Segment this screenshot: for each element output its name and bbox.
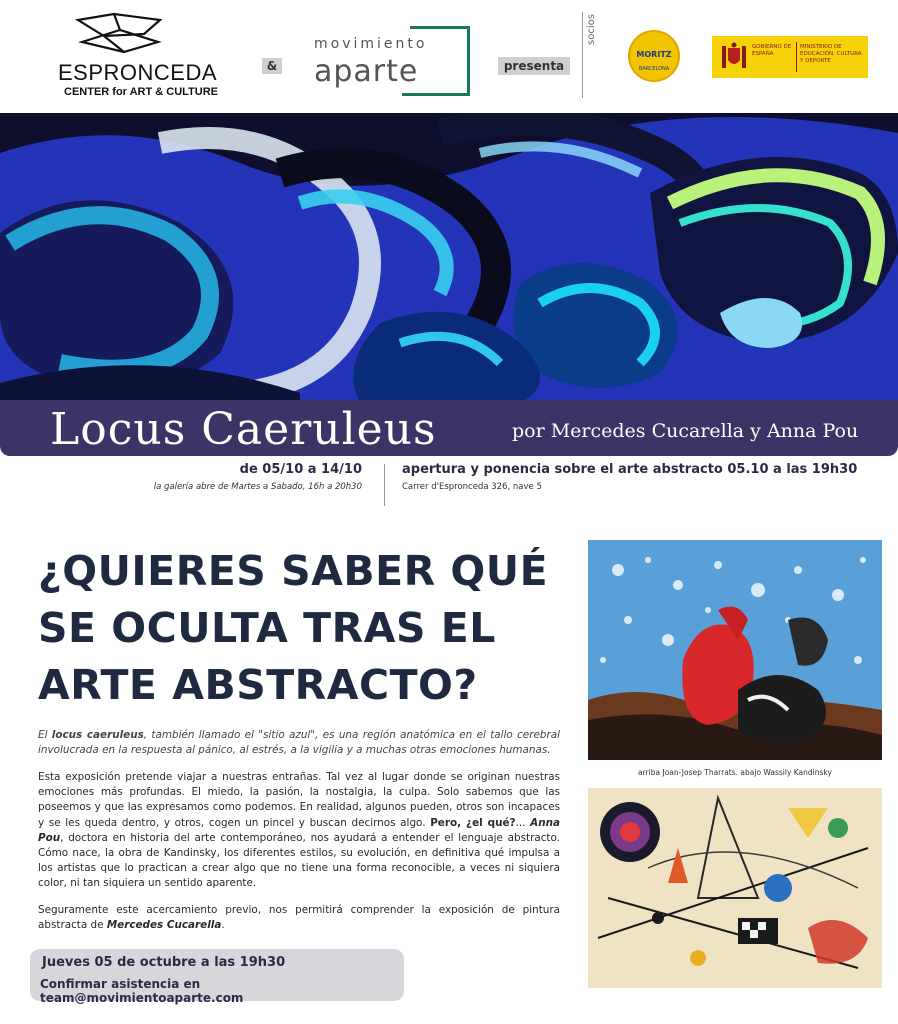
- espronceda-subtitle: CENTER for ART & CULTURE: [64, 86, 218, 98]
- spain-shield-icon: [720, 42, 748, 72]
- logo-line-1: movimiento: [314, 36, 428, 52]
- ministry-logo: [712, 36, 868, 78]
- question-text: Pero, ¿el qué?: [430, 816, 516, 829]
- espronceda-logo-icon: [74, 12, 164, 56]
- banner-artwork: [0, 113, 898, 403]
- logo-line-2: aparte: [314, 54, 419, 89]
- presenta-badge: presenta: [498, 57, 570, 75]
- text-span: , también llamado el "sitio azul", es una región anatómica en el tallo cerebral involucrada en la respuesta al pánico, al estrés, a la vigilia y a muchas otras emociones humanas.: [38, 729, 560, 757]
- gallery-hours: la galería abre de Martes a Sabado, 16h a 20h30: [153, 482, 362, 492]
- divider: [582, 12, 583, 98]
- ministry-label: MINISTERIO DE EDUCACIÓN, CULTURA Y DEPORTE: [800, 44, 862, 64]
- moritz-name: MORITZ: [636, 50, 672, 59]
- opening-info: apertura y ponencia sobre el arte abstracto 05.10 a las 19h30: [402, 462, 858, 477]
- text-span: El: [38, 729, 52, 741]
- text-span: ...: [515, 816, 531, 829]
- text-span: Seguramente este acercamiento previo, nos permitirá comprender la exposición de pintura abstracta de: [38, 904, 560, 932]
- espronceda-logo: [58, 12, 248, 102]
- header: [0, 0, 898, 110]
- abstract-painting: [0, 113, 898, 403]
- opening-block: [402, 462, 862, 492]
- tharrats-painting: [588, 540, 882, 760]
- artist-name: Mercedes Cucarella: [106, 919, 222, 932]
- kandinsky-painting: [588, 788, 882, 988]
- exhibition-title: Locus Caeruleus: [50, 404, 437, 455]
- rsvp-box: [30, 949, 404, 1005]
- ampersand-badge: &: [262, 58, 282, 74]
- dates-block: [140, 462, 362, 492]
- intro-paragraph: [38, 728, 560, 758]
- text-span: , doctora en historia del arte contemporáneo, nos ayudará a entender el lenguaje abstracto. Cómo nace, la obra de Kandinsky, los diferentes estilos, su evolución, en definitiva qué impulsa a los artistas que lo practican a crear algo que no tiene una forma reconocible, a veces ni siquiera color, ni tan siquiera un sentido aparente.: [38, 831, 560, 890]
- moritz-logo-icon: [628, 30, 680, 82]
- gov-label: GOBIERNO DE ESPAÑA: [752, 44, 792, 57]
- rsvp-email: Confirmar asistencia en team@movimientoaparte.com: [40, 977, 244, 1005]
- moritz-city: BARCELONA: [638, 66, 670, 72]
- term-locus: locus caeruleus: [51, 729, 144, 741]
- text-span: Esta exposición pretende viajar a nuestras entrañas. Tal vez al lugar donde se originan nuestras emociones más profundas. El miedo, la pasión, la nostalgia, la culpa. Solo sabemos que las poseemos y que las expresamos como podemos. En realidad, algunos pueden, otros son incapaces y se les queda dentro, y otros, cogen un pincel y buscan decirnos algo.: [38, 771, 560, 829]
- exhibition-authors: por Mercedes Cucarella y Anna Pou: [512, 420, 859, 442]
- movimiento-aparte-logo-icon: [314, 26, 474, 98]
- text-span: .: [221, 919, 225, 932]
- divider: [384, 464, 385, 506]
- body-paragraph: [38, 770, 560, 892]
- address: Carrer d'Espronceda 326, nave 5: [402, 482, 542, 492]
- espronceda-name: ESPRONCEDA: [58, 60, 218, 85]
- event-date: Jueves 05 de octubre a las 19h30: [42, 955, 286, 970]
- headline: ¿QUIERES SABER QUÉ SE OCULTA TRAS EL ARTE ABSTRACTO?: [38, 547, 549, 709]
- image-caption: arriba Joan-Josep Tharrats. abajo Wassily Kandinsky: [638, 768, 832, 777]
- speaker-name: Anna Pou: [38, 816, 561, 844]
- exhibition-dates: de 05/10 a 14/10: [239, 462, 362, 477]
- socios-label: socios: [586, 14, 597, 45]
- gov-divider: [796, 42, 797, 72]
- closing-paragraph: [38, 903, 560, 933]
